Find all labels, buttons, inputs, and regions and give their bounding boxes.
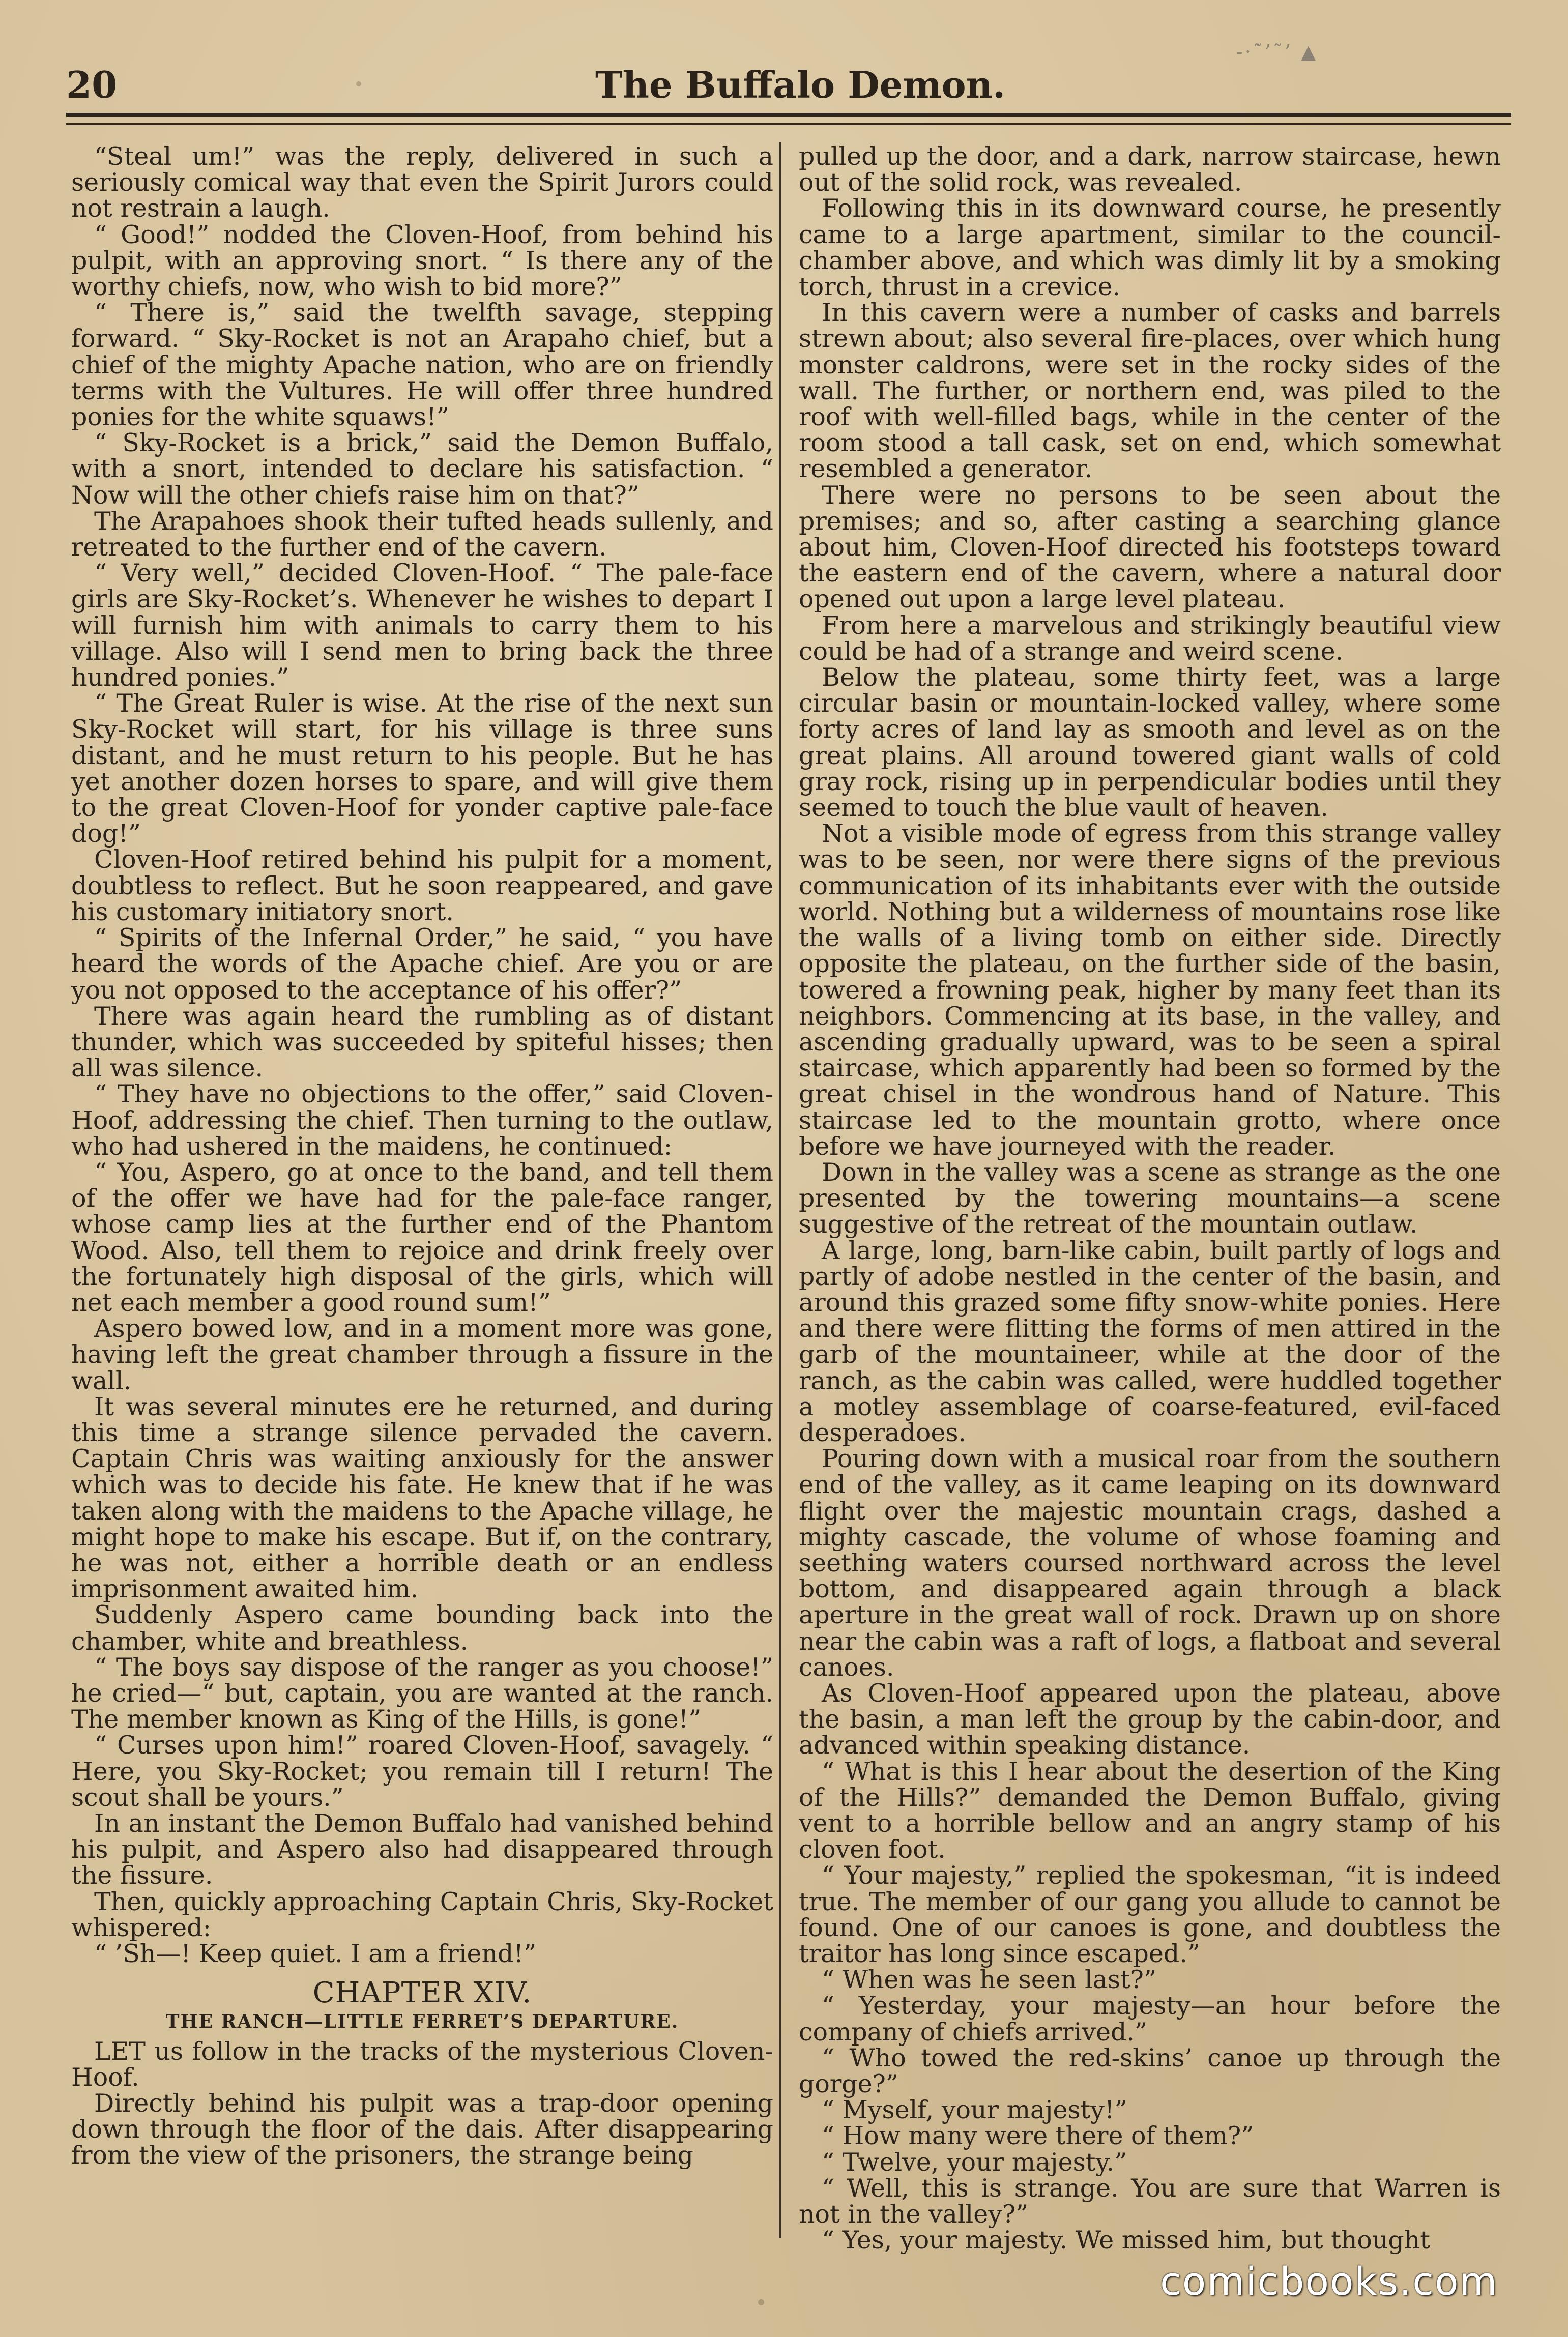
paragraph: Pouring down with a musical roar from the southern end of the valley, as it came leaping on its downward flight over the majestic mountain crags, dashed a mighty cascade, the volume of whose foaming and seething waters coursed northward across the level bottom, and disappeared again through a black aperture in the great wall of rock. Drawn up on shore near the cabin was a raft of logs, a flatboat and several canoes. [799, 1444, 1501, 1682]
paragraph: “ Curses upon him!” roared Cloven-Hoof, savagely. “ Here, you Sky-Rocket; you remain till I return! The scout shall be yours.” [71, 1731, 773, 1812]
paragraph: “ ’Sh—! Keep quiet. I am a friend!” [94, 1939, 537, 1969]
paragraph: “ The boys say dispose of the ranger as you choose!” he cried—“ but, captain, you are wanted at the ranch. The member known as King of the Hills, is gone!” [71, 1652, 773, 1734]
left-column [71, 143, 773, 2169]
chapter-title: CHAPTER XIV. [312, 1976, 532, 2010]
header-rule [66, 113, 1511, 125]
paragraph: Down in the valley was a scene as strange as the one presented by the towering mountains—a scene suggestive of the retreat of the mountain outlaw. [799, 1157, 1501, 1239]
column-divider [779, 142, 781, 2238]
corner-mark: -·˙̃’˜’ ▲ [1236, 41, 1318, 63]
paragraph: “ They have no objections to the offer,” said Cloven-Hoof, addressing the chief. Then turning to the outlaw, who had ushered in the maidens, he continued: [71, 1079, 773, 1161]
paper-speck [1043, 2162, 1050, 2166]
paragraph: “ Your majesty,” replied the spokesman, “it is indeed true. The member of our gang you allude to cannot be found. One of our canoes is gone, and doubtless the traitor has long since escaped.” [799, 1861, 1501, 1969]
paragraph: “ There is,” said the twelfth savage, stepping forward. “ Sky-Rocket is not an Arapaho chief, but a chief of the mighty Apache nation, who are on friendly terms with the Vultures. He will offer three hundred ponies for the white squaws!” [71, 298, 773, 432]
paragraph: Aspero bowed low, and in a moment more was gone, having left the great chamber through a fissure in the wall. [71, 1314, 773, 1395]
paragraph: “ Well, this is strange. You are sure that Warren is not in the valley?” [799, 2173, 1501, 2229]
paragraph: “ Very well,” decided Cloven-Hoof. “ The pale-face girls are Sky-Rocket’s. Whenever he wishes to depart I will furnish him with animals to carry them to his village. Also will I send men to bring back the three hundred ponies.” [71, 559, 773, 692]
paragraph: “ Yesterday, your majesty—an hour before the company of chiefs arrived.” [799, 1991, 1501, 2047]
paragraph: A large, long, barn-like cabin, built partly of logs and partly of adobe nestled in the center of the basin, and around this grazed some fifty snow-white ponies. Here and there were flitting the forms of men attired in the garb of the mountaineer, while at the door of the ranch, as the cabin was called, were huddled together a motley assemblage of coarse-featured, evil-faced desperadoes. [799, 1236, 1501, 1447]
paragraph: “ What is this I hear about the desertion of the King of the Hills?” demanded the Demon Buffalo, giving vent to a horrible bellow and an angry stamp of his cloven foot. [799, 1757, 1501, 1864]
paragraph: “Steal um!” was the reply, delivered in such a seriously comical way that even the Spirit Jurors could not restrain a laugh. [71, 142, 773, 223]
paragraph: “ You, Aspero, go at once to the band, and tell them of the offer we have had for the pale-face ranger, whose camp lies at the further end of the Phantom Wood. Also, tell them to rejoice and drink freely over the fortunately high disposal of the girls, which will net each member a good round sum!” [71, 1157, 773, 1317]
paragraph: Below the plateau, some thirty feet, was a large circular basin or mountain-locked valley, where some forty acres of land lay as smooth and level as on the great plains. All around towered giant walls of cold gray rock, rising up in perpendicular bodies until they seemed to touch the blue vault of heaven. [799, 663, 1501, 823]
paragraph: “ Good!” nodded the Cloven-Hoof, from behind his pulpit, with an approving snort. “ Is there any of the worthy chiefs, now, who wish to bid more?” [71, 220, 773, 302]
paragraph: It was several minutes ere he returned, and during this time a strange silence pervaded the cavern. Captain Chris was waiting anxiously for the answer which was to decide his fate. He knew that if he was taken along with the maidens to the Apache village, he might hope to make his escape. But if, on the contrary, he was not, either a horrible death or an endless imprisonment awaited him. [71, 1392, 773, 1604]
paragraph: “ How many were there of them?” [822, 2121, 1254, 2151]
paragraph: In this cavern were a number of casks and barrels strewn about; also several fire-places, over which hung monster caldrons, were set in the rocky sides of the wall. The further, or northern end, was piled to the roof with well-filled bags, while in the center of the room stood a tall cask, set on end, which somewhat resembled a generator. [799, 298, 1501, 484]
paragraph: Directly behind his pulpit was a trap-door opening down through the floor of the dais. After disappearing from the view of the prisoners, the strange being [71, 2089, 773, 2170]
paper-speck [356, 81, 361, 86]
paragraph: Suddenly Aspero came bounding back into the chamber, white and breathless. [71, 1600, 773, 1656]
paragraph: There were no persons to be seen about the premises; and so, after casting a searching glance about him, Cloven-Hoof directed his footsteps toward the eastern end of the cavern, where a natural door opened out upon a large level plateau. [799, 480, 1501, 614]
chapter-subtitle: THE RANCH—LITTLE FERRET’S DEPARTURE. [165, 2011, 679, 2033]
paragraph: Cloven-Hoof retired behind his pulpit for a moment, doubtless to reflect. But he soon reappeared, and gave his customary initiatory snort. [71, 845, 773, 926]
paragraph: “ Who towed the red-skins’ canoe up through the gorge?” [799, 2043, 1501, 2099]
paragraph: Then, quickly approaching Captain Chris, Sky-Rocket whispered: [71, 1887, 773, 1942]
paragraph: “ The Great Ruler is wise. At the rise of the next sun Sky-Rocket will start, for his village is three suns distant, and he must return to his people. But he has yet another dozen horses to spare, and will give them to the great Cloven-Hoof for yonder captive pale-face dog!” [71, 689, 773, 849]
paragraph: The Arapahoes shook their tufted heads sullenly, and retreated to the further end of the cavern. [71, 506, 773, 562]
paragraph: LET us follow in the tracks of the mysterious Cloven-Hoof. [71, 2036, 773, 2092]
right-column [799, 143, 1501, 2253]
paragraph: “ Twelve, your majesty.” [822, 2147, 1127, 2177]
paragraph: Not a visible mode of egress from this strange valley was to be seen, nor were there signs of the previous communication of its inhabitants ever with the outside world. Nothing but a wilderness of mountains rose like the walls of a living tomb on either side. Directly opposite the plateau, on the further side of the basin, towered a frowning peak, higher by many feet than its neighbors. Commencing at its base, in the valley, and ascending gradually upward, was to be seen a spiral staircase, which apparently had been so formed by the great chisel in the wondrous hand of Nature. This staircase led to the mountain grotto, where once before we have journeyed with the reader. [799, 819, 1501, 1161]
paragraph: “ Myself, your majesty!” [822, 2095, 1127, 2125]
paper-speck [758, 2299, 764, 2305]
paragraph: Following this in its downward course, he presently came to a large apartment, similar to the council-chamber above, and which was dimly lit by a smoking torch, thrust in a crevice. [799, 194, 1501, 302]
watermark-logo: comicbooks.com [1160, 2259, 1498, 2304]
paragraph: There was again heard the rumbling as of distant thunder, which was succeeded by spiteful hisses; then all was silence. [71, 1001, 773, 1083]
page-title: The Buffalo Demon. [595, 63, 1006, 106]
paragraph: “ Yes, your majesty. We missed him, but thought [822, 2226, 1431, 2255]
paragraph: From here a marvelous and strikingly beautiful view could be had of a strange and weird scene. [799, 610, 1501, 666]
page-number: 20 [66, 63, 118, 106]
paragraph: “ Sky-Rocket is a brick,” said the Demon Buffalo, with a snort, intended to declare his satisfaction. “ Now will the other chiefs raise him on that?” [71, 428, 773, 510]
paragraph: “ Spirits of the Infernal Order,” he said, “ you have heard the words of the Apache chief. Are you or are you not opposed to the acceptance of his offer?” [71, 923, 773, 1005]
paragraph: “ When was he seen last?” [822, 1965, 1157, 1995]
paragraph: As Cloven-Hoof appeared upon the plateau, above the basin, a man left the group by the cabin-door, and advanced within speaking distance. [799, 1678, 1501, 1760]
paragraph: pulled up the door, and a dark, narrow staircase, hewn out of the solid rock, was revealed. [799, 142, 1501, 197]
page-header [66, 41, 1511, 112]
paragraph: In an instant the Demon Buffalo had vanished behind his pulpit, and Aspero also had disappeared through the fissure. [71, 1809, 773, 1890]
